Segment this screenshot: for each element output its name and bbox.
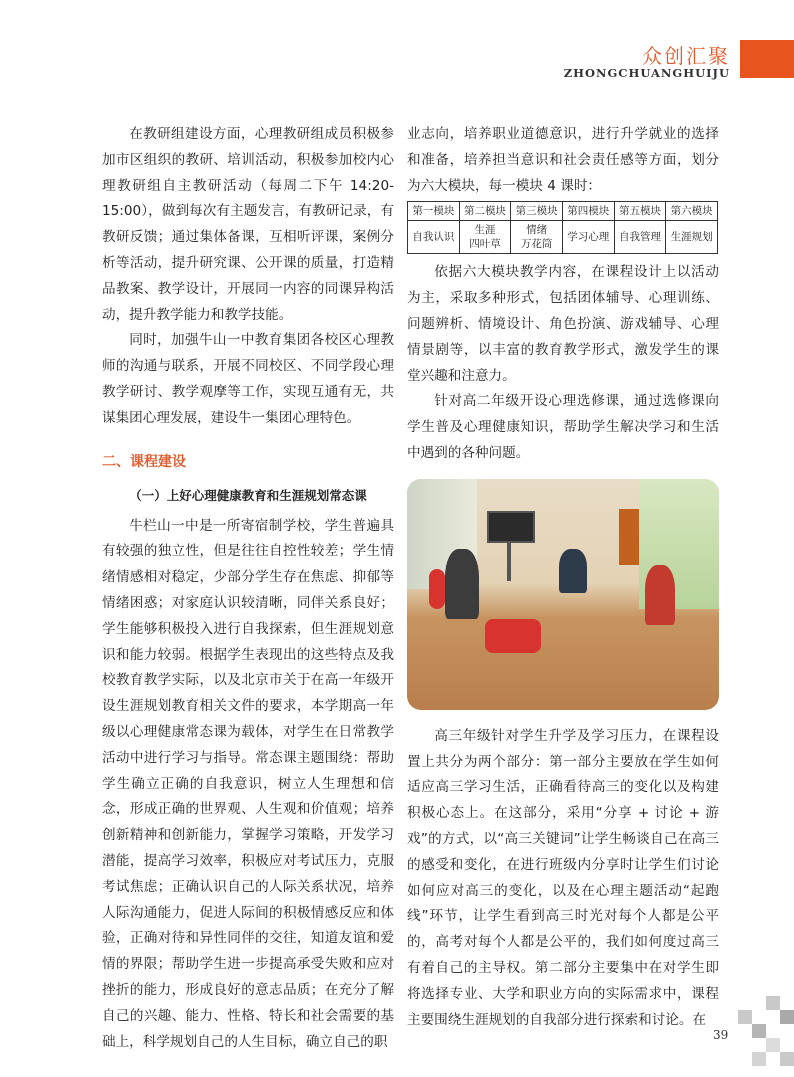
page-number: 39 xyxy=(713,1028,729,1042)
module-header-cell: 第五模块 xyxy=(614,202,666,221)
left-column xyxy=(102,122,394,1055)
module-header-cell: 第六模块 xyxy=(666,202,718,221)
paragraph-activity-design: 依据六大模块教学内容，在课程设计上以活动为主，采取多种形式，包括团体辅导、心理训练、问题辨析、情境设计、角色扮演、游戏辅导、心理情景剧等，以丰富的教育教学形式，激发学生的课堂兴趣和注意力。 xyxy=(407,264,719,384)
decorative-pixel-block xyxy=(766,1038,780,1052)
module-header-cell: 第一模块 xyxy=(408,202,460,221)
section-title-en: ZHONGCHUANGHUIJU xyxy=(563,66,730,80)
module-header-cell: 第四模块 xyxy=(562,202,614,221)
module-table-header-row xyxy=(408,202,718,221)
module-content-cell: 生涯规划 xyxy=(666,221,718,254)
photo-student-right xyxy=(645,565,675,625)
decorative-pixel-block xyxy=(752,1052,766,1066)
decorative-pixel-block xyxy=(780,1052,794,1066)
module-content-cell: 学习心理 xyxy=(562,221,614,254)
photo-red-chair-left xyxy=(429,569,445,609)
module-header-cell: 第二模块 xyxy=(459,202,511,221)
paragraph-collaboration: 同时，加强牛山一中教育集团各校区心理教师的沟通与联系，开展不同校区、不同学段心理教学研讨、教学观摩等工作，实现互通有无，共谋集团心理发展，建设牛一集团心理特色。 xyxy=(102,332,394,426)
module-content-cell: 自我认识 xyxy=(408,221,460,254)
paragraph-school-profile: 牛栏山一中是一所寄宿制学校，学生普遍具有较强的独立性，但是往往自控性较差；学生情绪情感相对稳定，少部分学生存在焦虑、抑郁等情绪困惑；对家庭认识较清晰，同伴关系良好；学生能够积极投入进行自我探索，但生涯规划意识和能力较弱。根据学生表现出的这些特点及我校教育教学实际，以及北京市关于在高一年级开设生涯规划教育相关文件的要求，本学期高一年级以心理健康常态课为载体，对学生在日常教学活动中进行学习与指导。常态课主题围绕：帮助学生确立正确的自我意识，树立人生理想和信念，形成正确的世界观、人生观和价值观；培养创新精神和创新能力，掌握学习策略，开发学习潜能，提高学习效率，积极应对考试压力，克服考试焦虑；正确认识自己的人际关系状况，培养人际沟通能力，促进人际间的积极情感反应和体验，正确对待和异性同伴的交往，知道友谊和爱情的界限；帮助学生进一步提高承受失败和应对挫折的能力，形成良好的意志品质；在充分了解自己的兴趣、能力、性格、特长和社会需要的基础上，科学规划自己的人生目标，确立自己的职 xyxy=(102,517,394,1050)
module-header-cell: 第三模块 xyxy=(511,202,563,221)
decorative-pixel-block xyxy=(780,1010,794,1024)
sub-heading-regular-class: （一）上好心理健康教育和生涯规划常态课 xyxy=(129,487,367,503)
classroom-photo xyxy=(407,479,719,710)
module-table-content-row xyxy=(408,221,718,254)
photo-teacher xyxy=(445,549,479,619)
module-table xyxy=(407,201,718,254)
decorative-pixel-block xyxy=(766,996,780,1010)
paragraph-senior-three: 高三年级针对学生升学及学习压力，在课程设置上共分为两个部分：第一部分主要放在学生如何适应高三学习生活，正确看待高三的变化以及构建积极心态上。在这部分，采用“分享 + 讨论 + 游戏”的方式，以“高三关键词”让学生畅谈自己在高三的感受和变化，在进行班级内分享时让学生们讨论如何应对高三的变化，以及在心理主题活动“起跑线”环节，让学生看到高三时光对每个人都是公平的，高考对每个人都是公平的，我们如何度过高三有着自己的主导权。第二部分主要集中在对学生即将选择专业、大学和职业方向的实际需求中，课程主要围绕生涯规划的自我部分进行探索和讨论。在 xyxy=(407,727,719,1028)
section-heading-curriculum: 二、课程建设 xyxy=(102,453,186,470)
photo-student-center xyxy=(559,549,587,593)
paragraph-research-group: 在教研组建设方面，心理教研组成员积极参加市区组织的教研、培训活动，积极参加校内心理教研组自主教研活动（每周二下午 14:20-15:00），做到每次有主题发言，有教研记录，有教研反馈；通过集体备课，互相听评课，案例分析等活动，提升研究课、公开课的质量，打造精品教案、教学设计，开展同一内容的同课异构活动，提升教学能力和教学技能。 xyxy=(102,126,394,323)
header-accent-block xyxy=(740,40,794,78)
photo-tv-stand xyxy=(507,541,511,581)
section-title-cn: 众创汇聚 xyxy=(642,44,730,68)
module-content-cell: 自我管理 xyxy=(614,221,666,254)
paragraph-elective: 针对高二年级开设心理选修课，通过选修课向学生普及心理健康知识，帮助学生解决学习和生活中遇到的各种问题。 xyxy=(407,393,719,461)
photo-empty-red-chair xyxy=(485,619,541,653)
decorative-pixel-block xyxy=(752,1024,766,1038)
module-content-cell: 生涯 四叶草 xyxy=(459,221,511,254)
paragraph-continued: 业志向，培养职业道德意识，进行升学就业的选择和准备，培养担当意识和社会责任感等方面，划分为六大模块，每一模块 4 课时： xyxy=(407,126,719,194)
right-column xyxy=(407,122,719,1033)
decorative-pixel-block xyxy=(738,1010,752,1024)
photo-tv-screen xyxy=(487,511,535,543)
module-content-cell: 情绪 万花筒 xyxy=(511,221,563,254)
